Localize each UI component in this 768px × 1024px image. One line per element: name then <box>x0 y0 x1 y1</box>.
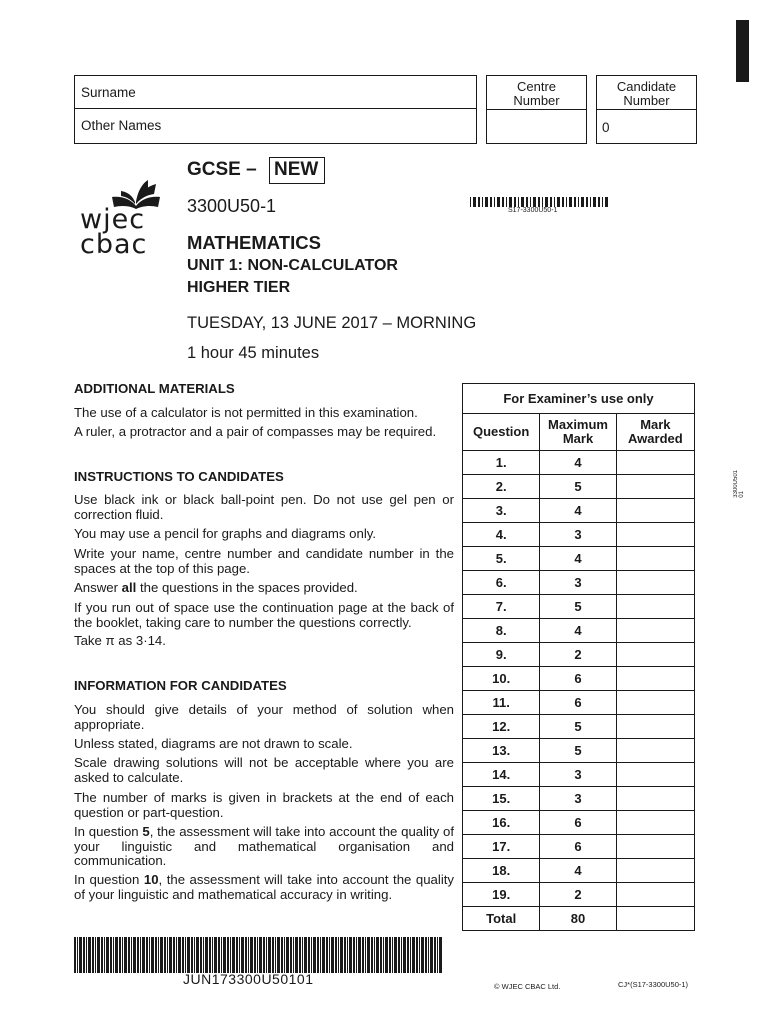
table-row <box>463 763 695 787</box>
question-number: 13. <box>463 739 540 763</box>
table-row <box>463 811 695 835</box>
question-number: 15. <box>463 787 540 811</box>
maximum-mark: 6 <box>540 667 616 691</box>
instructions-heading: INSTRUCTIONS TO CANDIDATES <box>74 469 284 484</box>
maximum-mark: 5 <box>540 595 616 619</box>
qualification: GCSE – <box>187 159 257 180</box>
maximum-mark: 4 <box>540 619 616 643</box>
total-value: 80 <box>540 907 616 931</box>
maximum-mark: 4 <box>540 859 616 883</box>
mark-awarded-cell[interactable] <box>616 643 694 667</box>
information-6: In question 10, the assessment will take into account the quality of your linguistic and mathematical accuracy in writing. <box>74 872 455 902</box>
information-4: The number of marks is given in brackets at the end of each question or part-question. <box>74 790 454 820</box>
candidate-number-value: 0 <box>602 120 610 135</box>
instruction-3: Write your name, centre number and candidate number in the spaces at the top of this page. <box>74 546 454 576</box>
additional-materials-heading: ADDITIONAL MATERIALS <box>74 381 235 396</box>
other-names-field[interactable] <box>75 109 476 142</box>
centre-number-box[interactable] <box>486 75 587 144</box>
question-number: 2. <box>463 475 540 499</box>
wjec-logo <box>80 180 160 260</box>
table-row <box>463 787 695 811</box>
new-badge: NEW <box>269 157 325 184</box>
candidate-number-label: Candidate Number <box>597 76 696 110</box>
additional-materials-text-1: The use of a calculator is not permitted in this examination. <box>74 405 418 420</box>
mark-awarded-cell[interactable] <box>616 715 694 739</box>
maximum-mark: 2 <box>540 883 616 907</box>
question-number: 7. <box>463 595 540 619</box>
question-number: 9. <box>463 643 540 667</box>
col-mark-awarded: Mark Awarded <box>616 414 694 451</box>
table-row <box>463 859 695 883</box>
barcode-top-caption: S17-3300U50-1 <box>508 207 558 214</box>
unit-title: UNIT 1: NON-CALCULATOR <box>187 257 398 274</box>
question-number: 8. <box>463 619 540 643</box>
maximum-mark: 4 <box>540 499 616 523</box>
question-number: 11. <box>463 691 540 715</box>
surname-label: Surname <box>81 85 136 100</box>
table-row <box>463 451 695 475</box>
mark-awarded-cell[interactable] <box>616 883 694 907</box>
table-row <box>463 739 695 763</box>
table-row <box>463 475 695 499</box>
mark-awarded-cell[interactable] <box>616 571 694 595</box>
maximum-mark: 3 <box>540 763 616 787</box>
question-number: 3. <box>463 499 540 523</box>
barcode-top <box>470 197 608 207</box>
mark-awarded-cell[interactable] <box>616 523 694 547</box>
question-number: 5. <box>463 547 540 571</box>
maximum-mark: 6 <box>540 691 616 715</box>
maximum-mark: 6 <box>540 811 616 835</box>
exam-duration: 1 hour 45 minutes <box>187 344 320 362</box>
question-number: 16. <box>463 811 540 835</box>
information-5: In question 5, the assessment will take into account the quality of your linguistic and mathematical organisation and communication. <box>74 824 454 868</box>
table-row <box>463 571 695 595</box>
tier-title: HIGHER TIER <box>187 279 291 296</box>
question-number: 10. <box>463 667 540 691</box>
instruction-1: Use black ink or black ball-point pen. Do not use gel pen or correction fluid. <box>74 492 454 522</box>
information-heading: INFORMATION FOR CANDIDATES <box>74 678 287 693</box>
mark-awarded-cell[interactable] <box>616 451 694 475</box>
examiner-table-title: For Examiner’s use only <box>463 384 695 414</box>
instruction-5: If you run out of space use the continuation page at the back of the booklet, taking care to number the questions correctly. <box>74 600 454 630</box>
question-number: 6. <box>463 571 540 595</box>
table-row <box>463 883 695 907</box>
maximum-mark: 5 <box>540 715 616 739</box>
question-number: 18. <box>463 859 540 883</box>
additional-materials-text-2: A ruler, a protractor and a pair of compasses may be required. <box>74 424 437 439</box>
subject-title: MATHEMATICS <box>187 232 321 253</box>
instruction-2: You may use a pencil for graphs and diagrams only. <box>74 526 377 541</box>
mark-awarded-cell[interactable] <box>616 499 694 523</box>
question-number: 1. <box>463 451 540 475</box>
maximum-mark: 4 <box>540 451 616 475</box>
exam-date: TUESDAY, 13 JUNE 2017 – MORNING <box>187 314 477 332</box>
examiner-rows <box>463 451 695 907</box>
information-1: You should give details of your method of solution when appropriate. <box>74 702 454 732</box>
copyright: © WJEC CBAC Ltd. <box>494 982 561 991</box>
maximum-mark: 3 <box>540 571 616 595</box>
table-row <box>463 499 695 523</box>
table-row <box>463 643 695 667</box>
mark-awarded-cell[interactable] <box>616 787 694 811</box>
mark-awarded-cell[interactable] <box>616 811 694 835</box>
mark-awarded-cell[interactable] <box>616 619 694 643</box>
instruction-4: Answer all the questions in the spaces provided. <box>74 580 358 595</box>
maximum-mark: 6 <box>540 835 616 859</box>
question-number: 12. <box>463 715 540 739</box>
mark-awarded-cell[interactable] <box>616 475 694 499</box>
question-number: 19. <box>463 883 540 907</box>
candidate-name-box <box>74 75 477 144</box>
question-number: 14. <box>463 763 540 787</box>
logo-text-wjec: wjec <box>80 204 146 235</box>
table-row <box>463 715 695 739</box>
maximum-mark: 5 <box>540 475 616 499</box>
question-number: 4. <box>463 523 540 547</box>
examiner-table <box>462 383 695 931</box>
table-row <box>463 595 695 619</box>
surname-field[interactable] <box>75 76 476 109</box>
instruction-6: Take π as 3·14. <box>74 633 166 648</box>
side-code: 3300U501 01 <box>733 470 745 498</box>
maximum-mark: 3 <box>540 787 616 811</box>
table-row <box>463 619 695 643</box>
question-number: 17. <box>463 835 540 859</box>
maximum-mark: 3 <box>540 523 616 547</box>
table-row <box>463 835 695 859</box>
mark-awarded-cell[interactable] <box>616 859 694 883</box>
mark-awarded-cell[interactable] <box>616 763 694 787</box>
paper-code: 3300U50-1 <box>187 196 277 216</box>
logo-text-cbac: cbac <box>80 229 148 260</box>
information-2: Unless stated, diagrams are not drawn to scale. <box>74 736 353 751</box>
mark-awarded-cell[interactable] <box>616 835 694 859</box>
registration-mark <box>736 20 749 82</box>
total-label: Total <box>463 907 540 931</box>
col-maximum-mark: Maximum Mark <box>540 414 616 451</box>
mark-awarded-cell[interactable] <box>616 547 694 571</box>
maximum-mark: 4 <box>540 547 616 571</box>
other-names-label: Other Names <box>81 118 162 133</box>
barcode-bottom-text: JUN173300U50101 <box>183 971 314 987</box>
cj-code: CJ*(S17-3300U50-1) <box>618 980 689 989</box>
mark-awarded-cell[interactable] <box>616 667 694 691</box>
centre-number-label: Centre Number <box>487 76 586 110</box>
mark-awarded-cell[interactable] <box>616 691 694 715</box>
barcode-bottom <box>74 937 444 973</box>
col-question: Question <box>463 414 540 451</box>
mark-awarded-cell[interactable] <box>616 595 694 619</box>
mark-awarded-cell[interactable] <box>616 739 694 763</box>
table-row <box>463 547 695 571</box>
information-3: Scale drawing solutions will not be acceptable where you are asked to calculate. <box>74 755 454 785</box>
candidate-number-box[interactable] <box>596 75 697 144</box>
table-row <box>463 691 695 715</box>
maximum-mark: 2 <box>540 643 616 667</box>
table-row <box>463 523 695 547</box>
maximum-mark: 5 <box>540 739 616 763</box>
table-row <box>463 667 695 691</box>
total-awarded-cell[interactable] <box>616 907 694 931</box>
